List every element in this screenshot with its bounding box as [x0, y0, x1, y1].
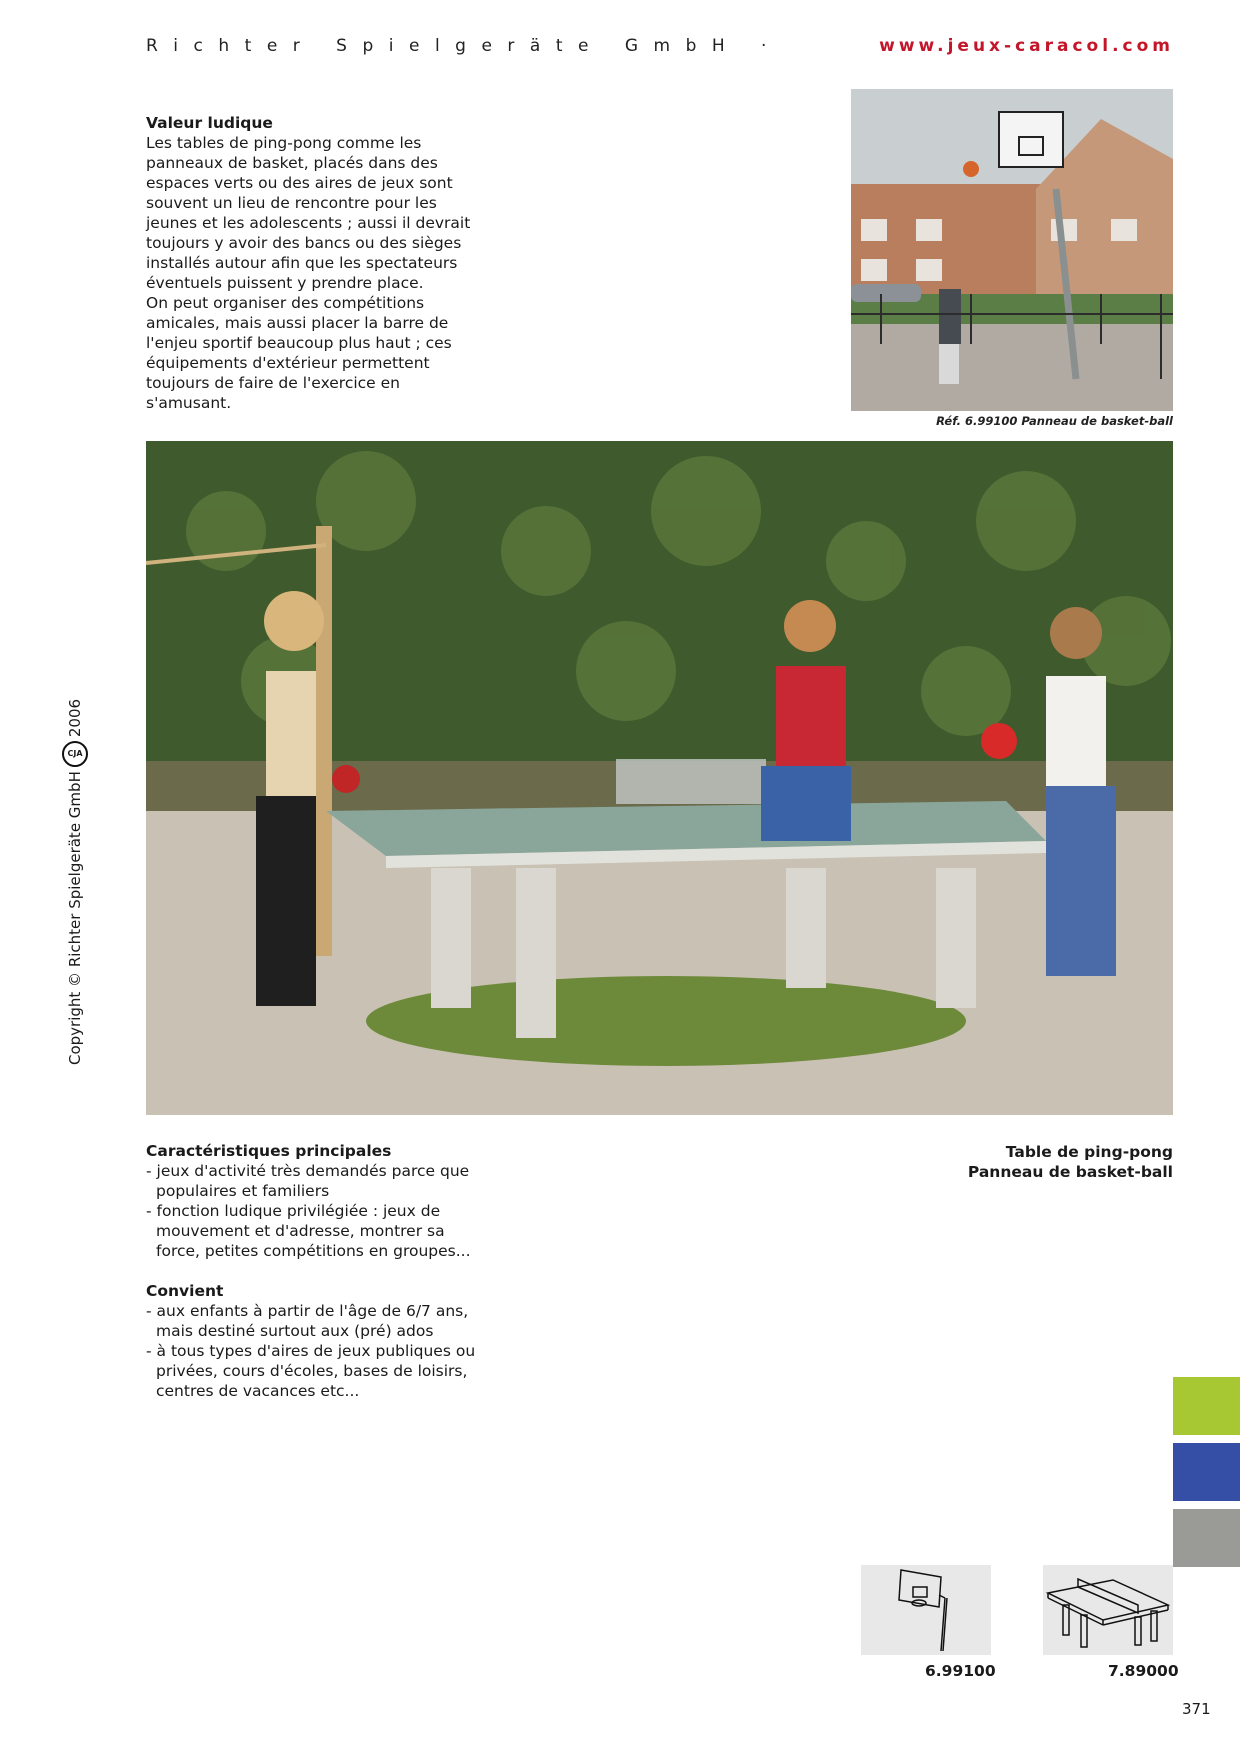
color-tab-blue: [1173, 1443, 1240, 1501]
ping-pong-table-icon: [1043, 1565, 1173, 1655]
copyright-text: Copyright © Richter Spielgeräte GmbH: [66, 771, 84, 1065]
product-title-basketball: Panneau de basket-ball: [967, 1163, 1173, 1181]
features-list: [146, 1161, 486, 1261]
color-tab-gray: [1173, 1509, 1240, 1567]
suitable-list: [146, 1301, 486, 1401]
copyright-year: 2006: [66, 698, 84, 738]
intro-title: Valeur ludique: [146, 114, 273, 132]
intro-paragraph: On peut organiser des compétitions amicales, mais aussi placer la barre de l'enjeu sportif beaucoup plus haut ; ces équipements d'extérieur permettent toujours de faire de l'exercice en s'amusant.: [146, 294, 452, 412]
cja-logo-icon: CJA: [62, 741, 88, 767]
list-item: - aux enfants à partir de l'âge de 6/7 ans, mais destiné surtout aux (pré) ados: [146, 1301, 486, 1341]
basketball-photo: [851, 89, 1173, 411]
features-title: Caractéristiques principales: [146, 1142, 392, 1160]
color-tab-green: [1173, 1377, 1240, 1435]
product-ref-basketball: 6.99100: [925, 1662, 996, 1680]
basketball-hoop-icon: [861, 1565, 991, 1655]
suitable-title: Convient: [146, 1282, 224, 1300]
list-item: - jeux d'activité très demandés parce que populaires et familiers: [146, 1161, 486, 1201]
intro-section: [146, 113, 476, 413]
ping-pong-photo: [146, 441, 1173, 1115]
list-item: - à tous types d'aires de jeux publiques ou privées, cours d'écoles, bases de loisirs, centres de vacances etc...: [146, 1341, 486, 1401]
product-ref-ping-pong: 7.89000: [1108, 1662, 1179, 1680]
list-item: - fonction ludique privilégiée : jeux de mouvement et d'adresse, montrer sa force, petites compétitions en groupes...: [146, 1201, 486, 1261]
header-website-link[interactable]: www.jeux-caracol.com: [879, 36, 1174, 56]
basketball-photo-caption: Réf. 6.99100 Panneau de basket-ball: [936, 414, 1173, 428]
product-title-ping-pong: Table de ping-pong: [1005, 1143, 1173, 1161]
header-company: Richter Spielgeräte GmbH ·: [146, 36, 782, 56]
page-number: 371: [1182, 1700, 1211, 1718]
copyright-notice: [62, 699, 88, 1065]
intro-paragraph: Les tables de ping-pong comme les panneaux de basket, placés dans des espaces verts ou des aires de jeux sont souvent un lieu de rencontre pour les jeunes et les adolescents ; aussi il devrait toujours y avoir des bancs ou des sièges installés autour afin que les spectateurs éventuels puissent y prendre place.: [146, 134, 471, 292]
product-titles: [968, 1142, 1173, 1182]
features-section: [146, 1141, 486, 1421]
